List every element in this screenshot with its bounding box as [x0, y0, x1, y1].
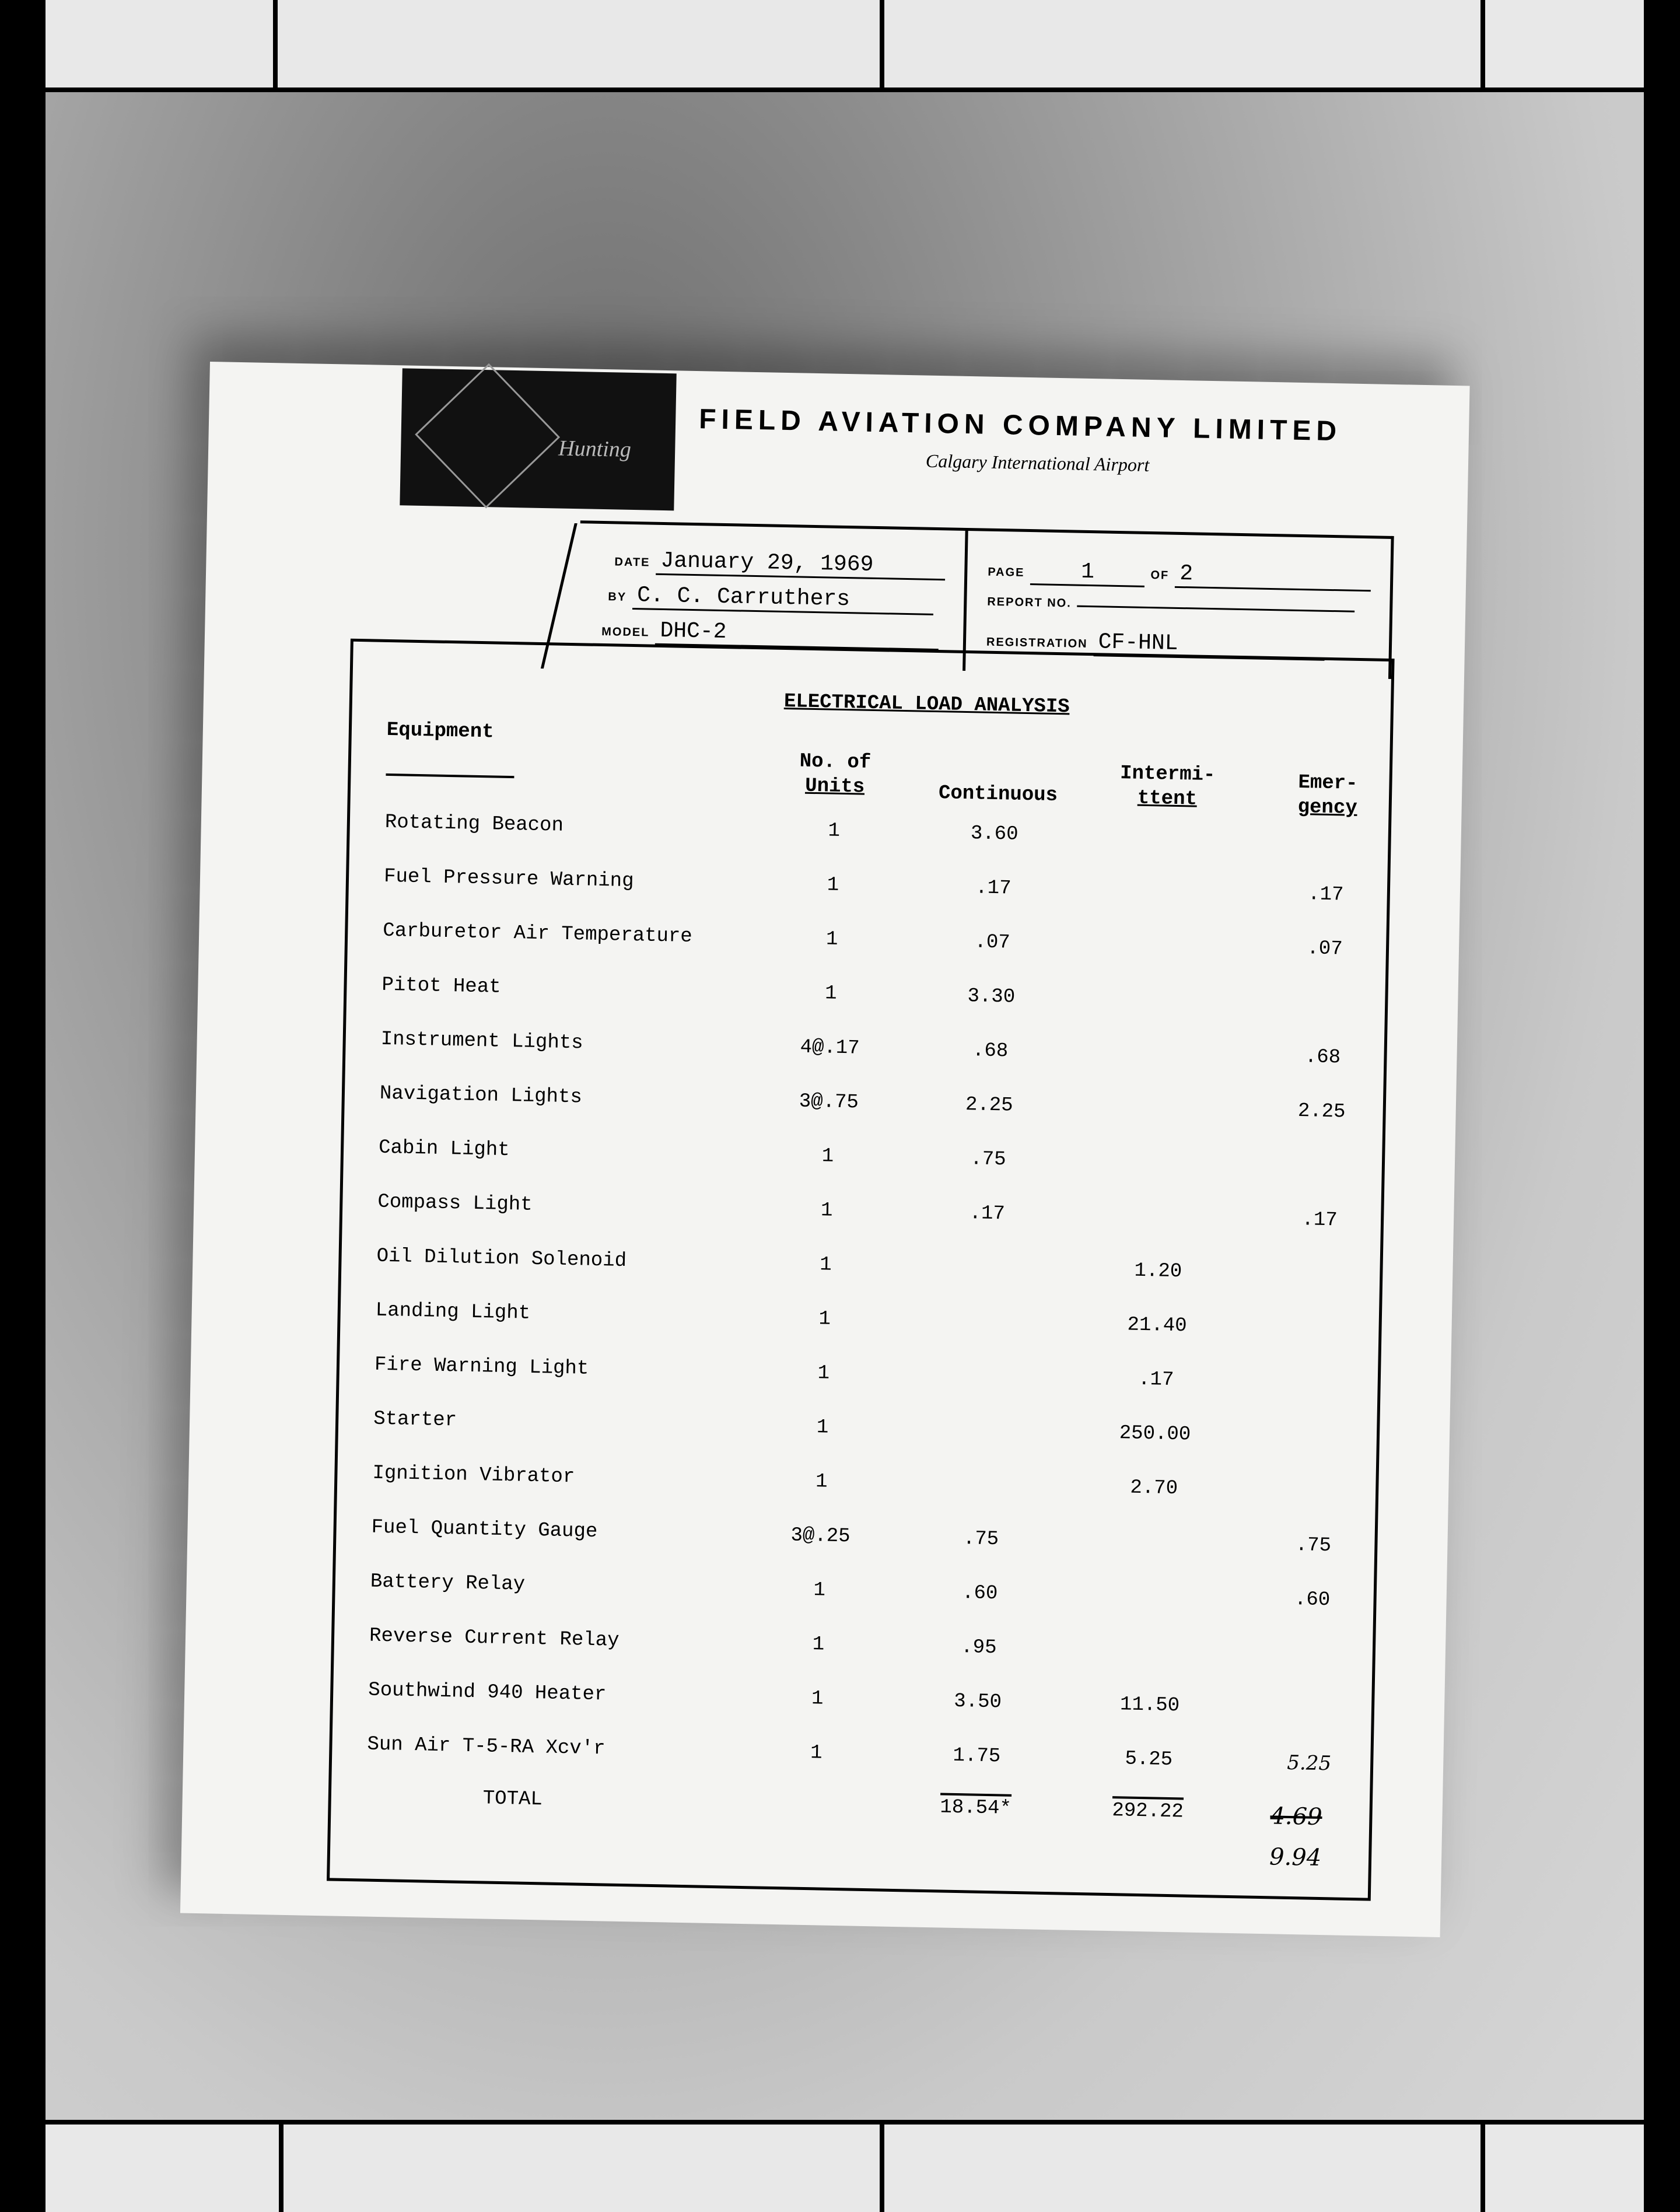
- units-value: 1: [828, 820, 841, 842]
- continuous-value: .75: [963, 1528, 999, 1551]
- col-emergency-line2: gency: [1297, 796, 1358, 820]
- equipment-name: Fuel Quantity Gauge: [371, 1516, 598, 1544]
- continuous-value: .60: [961, 1582, 998, 1605]
- total-emergency-struck: 4.69: [1270, 1803, 1322, 1831]
- total-continuous: [914, 1796, 1037, 1821]
- emergency-value: [1255, 1696, 1366, 1699]
- total-continuous-value: 18.54*: [940, 1793, 1012, 1819]
- by-label: BY: [608, 590, 627, 604]
- company-location: Calgary International Airport: [925, 450, 1150, 475]
- equipment-name: Navigation Lights: [379, 1082, 583, 1109]
- model-value: DHC-2: [655, 618, 939, 650]
- film-frame-bottom: [46, 2120, 1644, 2212]
- units-value: 1: [821, 1145, 834, 1168]
- logo-text: Hunting: [558, 436, 632, 462]
- frame-tick: [1480, 0, 1485, 88]
- intermittent-value: [1102, 825, 1231, 828]
- continuous-value: .17: [969, 1202, 1006, 1226]
- page-label: PAGE: [988, 565, 1025, 579]
- col-units-line1: No. of: [799, 750, 872, 774]
- intermittent-value: 5.25: [1125, 1748, 1173, 1772]
- emergency-value: [1260, 1425, 1371, 1427]
- intermittent-value: [1088, 1584, 1216, 1587]
- units-value: 1: [815, 1471, 828, 1493]
- continuous-value: .95: [960, 1636, 997, 1660]
- intermittent-value: [1089, 1530, 1217, 1532]
- intermittent-value: [1100, 933, 1228, 936]
- equipment-name: Carburetor Air Temperature: [382, 919, 693, 949]
- emergency-value: .75: [1295, 1534, 1332, 1558]
- equipment-name: Fuel Pressure Warning: [383, 865, 634, 893]
- registration-value: CF-HNL: [1093, 629, 1325, 661]
- by-value: C. C. Carruthers: [632, 583, 934, 615]
- equipment-name: Southwind 940 Heater: [368, 1679, 607, 1706]
- equipment-name: Cabin Light: [378, 1136, 510, 1162]
- emergency-value: [1272, 828, 1382, 831]
- intermittent-value: [1100, 988, 1228, 990]
- equipment-name: Oil Dilution Solenoid: [376, 1245, 627, 1272]
- continuous-value: .07: [974, 931, 1011, 954]
- units-value: 1: [827, 874, 839, 897]
- equipment-name: Compass Light: [377, 1191, 533, 1216]
- equipment-name: Instrument Lights: [380, 1028, 583, 1055]
- emergency-value: [1265, 1154, 1376, 1156]
- units-value: 1: [825, 928, 838, 951]
- total-label: TOTAL: [482, 1787, 543, 1811]
- date-label: DATE: [614, 555, 650, 569]
- maple-leaf-icon: [415, 363, 560, 509]
- units-value: 1: [812, 1633, 825, 1656]
- model-label: MODEL: [601, 625, 650, 639]
- col-continuous: Continuous: [938, 782, 1058, 807]
- col-units-line2: Units: [804, 775, 865, 799]
- equipment-name: Battery Relay: [370, 1570, 526, 1596]
- units-value: 1: [810, 1742, 822, 1765]
- emergency-value: .17: [1301, 1209, 1338, 1232]
- emergency-value: [1269, 991, 1380, 993]
- frame-tick: [1480, 2124, 1485, 2212]
- units-value: 1: [818, 1308, 831, 1331]
- units-value: 1: [817, 1362, 830, 1385]
- load-analysis-table: [327, 639, 1395, 1901]
- intermittent-value: [1096, 1205, 1224, 1207]
- frame-tick: [880, 2124, 884, 2212]
- equipment-name: Pitot Heat: [382, 974, 501, 999]
- report-label: REPORT NO.: [987, 595, 1072, 610]
- document-sheet: [180, 362, 1470, 1937]
- film-frame-top: [46, 0, 1644, 92]
- col-intermittent-line1: Intermi-: [1119, 762, 1216, 787]
- equipment-name: Reverse Current Relay: [369, 1625, 620, 1652]
- col-intermittent-line2: ttent: [1137, 787, 1198, 811]
- equipment-name: Landing Light: [375, 1299, 531, 1325]
- intermittent-value: [1096, 1150, 1224, 1153]
- col-emergency-line1: Emer-: [1298, 771, 1358, 795]
- film-edge-right: [1644, 0, 1680, 2212]
- emergency-value: [1259, 1479, 1370, 1482]
- company-name: FIELD AVIATION COMPANY LIMITED: [698, 404, 1342, 447]
- total-intermittent: [1083, 1799, 1212, 1824]
- page-value: 1: [1030, 558, 1145, 587]
- by-field: [608, 582, 934, 615]
- emergency-value: 2.25: [1297, 1100, 1346, 1124]
- equipment-name: Ignition Vibrator: [372, 1462, 575, 1489]
- emergency-value: .60: [1294, 1588, 1331, 1612]
- continuous-value: 3.50: [953, 1690, 1002, 1714]
- continuous-value: 3.60: [970, 822, 1019, 846]
- of-label: OF: [1150, 569, 1170, 582]
- col-equipment: Equipment: [386, 719, 494, 744]
- equipment-underline: [386, 774, 514, 778]
- date-value: January 29, 1969: [656, 548, 946, 581]
- emergency-value: .68: [1304, 1046, 1341, 1069]
- col-units: [782, 749, 888, 800]
- emergency-value: .07: [1307, 937, 1343, 961]
- continuous-value: .75: [970, 1148, 1006, 1171]
- intermittent-value: 11.50: [1119, 1693, 1180, 1717]
- col-emergency: [1272, 770, 1384, 821]
- document-title: ELECTRICAL LOAD ANALYSIS: [783, 691, 1070, 719]
- emergency-value: [1264, 1262, 1374, 1265]
- report-value: [1077, 606, 1355, 612]
- continuous-value: [924, 1310, 1046, 1312]
- intermittent-value: .17: [1138, 1368, 1174, 1392]
- units-value: 3@.25: [790, 1524, 850, 1548]
- emergency-value: 5.25: [1286, 1751, 1332, 1776]
- continuous-value: 1.75: [953, 1744, 1001, 1768]
- units-value: 1: [811, 1688, 824, 1710]
- continuous-value: [925, 1256, 1048, 1258]
- emergency-value: [1262, 1317, 1373, 1319]
- continuous-value: [923, 1364, 1045, 1367]
- intermittent-value: [1087, 1639, 1215, 1641]
- emergency-value: [1256, 1642, 1367, 1644]
- film-edge-left: [0, 0, 46, 2212]
- intermittent-value: [1098, 1042, 1227, 1044]
- continuous-value: .68: [972, 1040, 1009, 1063]
- company-logo: [400, 368, 676, 510]
- units-value: 1: [820, 1199, 833, 1222]
- intermittent-value: 21.40: [1127, 1314, 1187, 1338]
- page-field: [988, 558, 1371, 592]
- col-intermittent: [1103, 761, 1233, 813]
- units-value: 3@.75: [799, 1090, 859, 1114]
- frame-tick: [880, 0, 884, 88]
- registration-label: REGISTRATION: [986, 635, 1088, 650]
- intermittent-value: [1097, 1096, 1226, 1098]
- intermittent-value: 250.00: [1119, 1422, 1191, 1446]
- total-emergency-handwritten: 9.94: [1269, 1843, 1322, 1872]
- units-value: 4@.17: [800, 1036, 860, 1060]
- total-intermittent-value: 292.22: [1112, 1796, 1184, 1823]
- intermittent-value: 1.20: [1134, 1259, 1182, 1283]
- emergency-value: .17: [1307, 883, 1344, 907]
- continuous-value: .17: [975, 877, 1012, 900]
- frame-tick: [273, 0, 278, 88]
- continuous-value: [922, 1419, 1044, 1421]
- report-field: [987, 596, 1355, 616]
- equipment-name: Sun Air T-5-RA Xcv'r: [367, 1733, 606, 1760]
- intermittent-value: [1101, 880, 1230, 882]
- units-value: 1: [824, 982, 837, 1005]
- equipment-name: Starter: [373, 1408, 457, 1432]
- continuous-value: 3.30: [967, 985, 1016, 1009]
- equipment-name: Rotating Beacon: [384, 811, 564, 837]
- emergency-value: [1261, 1371, 1372, 1373]
- units-value: 1: [819, 1254, 832, 1276]
- continuous-value: 2.25: [965, 1094, 1013, 1117]
- of-value: 2: [1175, 561, 1371, 592]
- equipment-name: Fire Warning Light: [374, 1353, 589, 1380]
- intermittent-value: 2.70: [1130, 1476, 1178, 1500]
- continuous-value: [921, 1473, 1044, 1475]
- frame-tick: [279, 2124, 284, 2212]
- units-value: 1: [816, 1416, 829, 1439]
- date-field: [614, 547, 946, 580]
- units-value: 1: [813, 1579, 826, 1602]
